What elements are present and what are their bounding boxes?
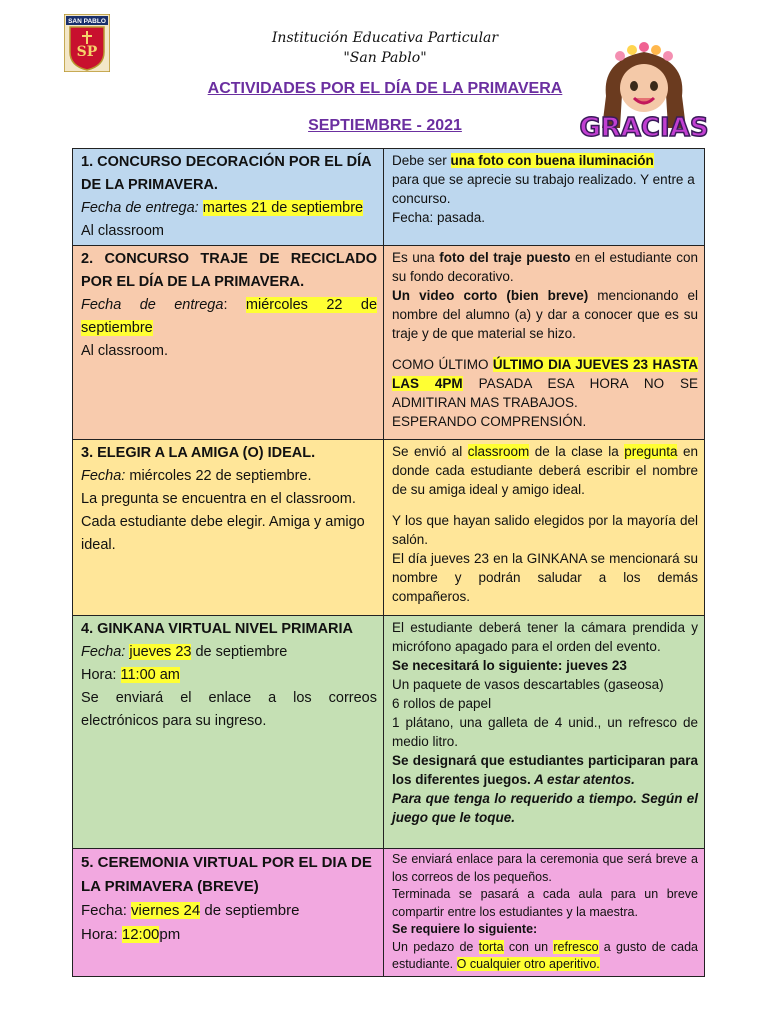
detail-text: 1 plátano, una galleta de 4 unid., un refresco de medio litro. [392, 715, 698, 749]
detail-highlight: O cualquier otro aperitivo. [456, 957, 600, 971]
detail-text: El estudiante deberá tener la cámara prendida y micrófono apagado para el orden del evento. [392, 620, 698, 654]
date-value: miércoles 22 de septiembre [81, 297, 378, 336]
detail-bold-italic: A estar atentos. [530, 772, 635, 787]
detail-bold: foto del traje puesto [439, 250, 571, 265]
activity-title: 5. CEREMONIA VIRTUAL POR EL DIA DE LA PRIMAVERA (BREVE) [81, 854, 372, 895]
detail-bold: Se necesitará lo siguiente: jueves 23 [392, 658, 627, 673]
detail-text: Debe ser [392, 153, 451, 168]
detail-cell [384, 440, 705, 616]
detail-text: Un paquete de vasos descartables (gaseosa) [392, 677, 664, 692]
detail-text: en donde cada estudiante deberá escribir el nombre de su amiga ideal y amigo ideal. [392, 444, 698, 497]
detail-text: Fecha: pasada. [392, 210, 486, 225]
activity-note: La pregunta se encuentra en el classroom. [81, 491, 356, 507]
detail-highlight: una foto con buena iluminación [450, 153, 654, 168]
gracias-badge-text: GRACIAS [579, 113, 709, 143]
school-logo [64, 14, 110, 72]
activities-table [72, 148, 705, 977]
date-value: martes 21 de septiembre [202, 200, 364, 216]
detail-text: a gusto de cada estudiante. [392, 939, 699, 971]
date-label: Fecha de entrega: [81, 200, 199, 216]
detail-highlight: ÚLTIMO DIA JUEVES 23 HASTA LAS 4PM [392, 357, 698, 391]
activity-note: Al classroom [81, 223, 164, 239]
table-row [73, 849, 705, 977]
detail-text: PASADA ESA HORA NO SE ADMITIRAN MAS TRABAJOS. [392, 376, 698, 410]
detail-text: para que se aprecie su trabajo realizado. Y entre a concurso. [392, 172, 695, 206]
logo-monogram: SP [76, 44, 98, 60]
detail-cell [384, 616, 705, 849]
activity-cell [73, 616, 384, 849]
detail-text: Se envió al [392, 444, 468, 459]
institution-name: Institución Educativa Particular [271, 30, 499, 46]
school-name: "San Pablo" [343, 50, 427, 66]
detail-text: con un [503, 939, 554, 954]
hour-value: 12:00 [121, 926, 160, 943]
date-label: Fecha de entrega [81, 297, 224, 313]
detail-bold: Un video corto (bien breve) [392, 288, 589, 303]
date-label: Fecha: [81, 902, 132, 919]
logo-text: SAN PABLO [68, 18, 106, 25]
activity-note: Al classroom. [81, 343, 169, 359]
detail-text: mencionando el nombre del alumno (a) y dar a conocer que es su traje y de que material se hizo. [392, 288, 698, 341]
date-rest: de septiembre [191, 644, 288, 660]
gracias-avatar-icon [576, 36, 712, 144]
date-value: miércoles 22 de septiembre. [125, 468, 312, 484]
table-row [73, 246, 705, 440]
detail-text: Un pedazo de [392, 939, 479, 954]
detail-highlight: pregunta [624, 444, 678, 459]
activity-cell [73, 440, 384, 616]
detail-text: Es una [392, 250, 440, 265]
activity-title: 2. CONCURSO TRAJE DE RECICLADO POR EL DÍA DE LA PRIMAVERA. [81, 251, 377, 290]
hour-label: Hora: [81, 926, 122, 943]
activity-title: 1. CONCURSO DECORACIÓN POR EL DÍA DE LA PRIMAVERA. [81, 154, 372, 193]
institution-header [240, 28, 530, 68]
activity-title: 3. ELEGIR A LA AMIGA (O) IDEAL. [81, 445, 316, 461]
table-row [73, 440, 705, 616]
detail-bold: Se designará que estudiantes participaran para los diferentes juegos. [392, 753, 698, 787]
date-value: jueves 23 [129, 644, 192, 660]
activity-cell: 2. CONCURSO TRAJE DE RECICLADO POR EL DÍA DE LA PRIMAVERA. Fecha de entrega: miércoles 22 de septiembre Al classroom. [73, 246, 384, 440]
detail-text: El día jueves 23 en la GINKANA se mencionará su nombre y podrán saludar a los demás compañeros. [392, 551, 698, 604]
activity-cell [73, 849, 384, 977]
table-row [73, 149, 705, 246]
detail-cell [384, 149, 705, 246]
hour-label: Hora: [81, 667, 121, 683]
date-label: Fecha: [81, 644, 126, 660]
detail-text: en el estudiante con su fondo decorativo. [392, 250, 698, 284]
detail-highlight: torta [478, 939, 504, 954]
detail-text: 6 rollos de papel [392, 696, 492, 711]
detail-cell [384, 849, 705, 977]
detail-bold: Se requiere lo siguiente: [392, 922, 538, 936]
detail-bold-italic: Para que tenga lo requerido a tiempo. Según el juego que le toque. [392, 791, 698, 825]
page-title: ACTIVIDADES POR EL DÍA DE LA PRIMAVERA [207, 80, 563, 97]
detail-text: Terminada se pasará a cada aula para un breve compartir entre los estudiantes y la maestra. [392, 887, 698, 919]
detail-highlight: classroom [467, 444, 530, 459]
detail-cell [384, 246, 705, 440]
date-value: viernes 24 [131, 902, 201, 919]
hour-rest: pm [159, 926, 181, 943]
detail-text: Y los que hayan salido elegidos por la mayoría del salón. [392, 513, 698, 547]
detail-text: de la clase la [529, 444, 625, 459]
activity-cell [73, 149, 384, 246]
activity-note: Se enviará el enlace a los correos electrónicos para su ingreso. [81, 690, 377, 729]
date-label: Fecha: [81, 468, 126, 484]
page-subtitle: SEPTIEMBRE - 2021 [308, 117, 462, 134]
date-rest: de septiembre [200, 902, 300, 919]
activity-note: Cada estudiante debe elegir. Amiga y amigo ideal. [81, 514, 365, 553]
table-row [73, 616, 705, 849]
detail-text: COMO ÚLTIMO [392, 357, 493, 372]
activity-title: 4. GINKANA VIRTUAL NIVEL PRIMARIA [81, 621, 354, 637]
hour-value: 11:00 am [120, 667, 180, 683]
detail-text: ESPERANDO COMPRENSIÓN. [392, 414, 587, 429]
detail-highlight: refresco [553, 939, 599, 954]
detail-text: Se enviará enlace para la ceremonia que será breve a los correos de los pequeños. [392, 852, 698, 884]
